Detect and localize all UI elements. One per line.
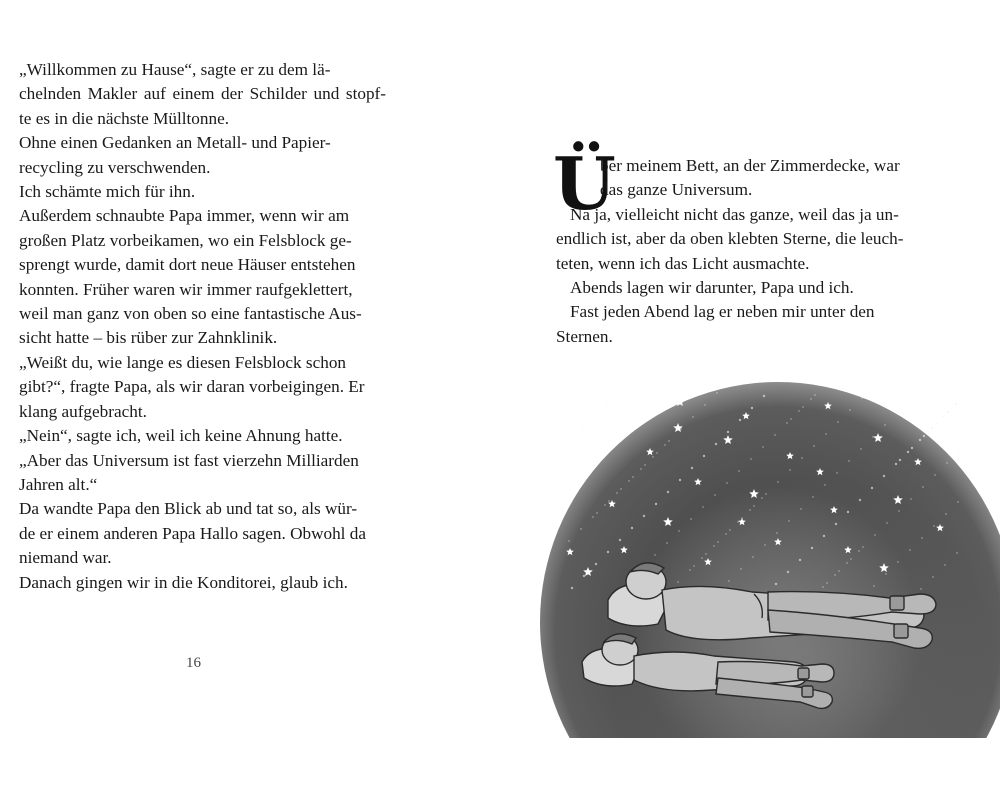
dust-dot (896, 412, 897, 413)
dust-dot (677, 581, 678, 582)
dust-dot (717, 541, 718, 542)
dust-dot (654, 554, 655, 555)
dust-dot (605, 453, 606, 454)
dust-dot (568, 540, 569, 541)
dust-dot (753, 505, 754, 506)
dust-dot (739, 419, 741, 421)
dust-dot (703, 455, 705, 457)
dust-dot (799, 559, 801, 561)
dust-dot (680, 428, 681, 429)
dust-dot (737, 521, 738, 522)
dust-dot (897, 561, 898, 562)
dust-dot (752, 556, 753, 557)
dust-dot (571, 587, 573, 589)
text-line: klang aufgebracht. (19, 401, 147, 421)
dust-dot (716, 392, 717, 393)
dust-dot (726, 482, 727, 483)
dust-dot (810, 398, 811, 399)
dust-dot (850, 558, 851, 559)
dust-dot (862, 546, 863, 547)
dust-dot (692, 416, 693, 417)
dust-dot (741, 517, 742, 518)
dust-dot (849, 409, 850, 410)
dust-dot (761, 497, 762, 498)
dust-dot (836, 472, 837, 473)
dust-dot (923, 435, 925, 437)
text-line: sicht hatte – bis rüber zur Zahnklinik. (19, 328, 278, 348)
text-line: „Weißt du, wie lange es diesen Felsblock schon (19, 352, 347, 372)
dust-dot (750, 458, 751, 459)
dust-dot (907, 451, 909, 453)
dust-dot (629, 429, 630, 430)
dust-dot (652, 456, 653, 457)
dust-dot (825, 433, 826, 434)
dust-dot (943, 415, 945, 417)
dust-dot (631, 527, 633, 529)
dust-dot (932, 576, 933, 577)
text-line: recycling zu verschwenden. (19, 157, 211, 177)
dust-dot (921, 537, 922, 538)
dust-dot (789, 469, 790, 470)
dust-dot (691, 467, 693, 469)
dust-dot (704, 404, 705, 405)
text-line: Sternen. (556, 326, 613, 346)
text-line: te es in die nächste Mülltonne. (19, 108, 230, 128)
dust-dot (838, 570, 839, 571)
dust-dot (812, 496, 813, 497)
dust-dot (958, 450, 959, 451)
dust-dot (667, 491, 669, 493)
text-line: konnten. Früher waren wir immer raufgeklettert, (19, 279, 353, 299)
dust-dot (608, 500, 609, 501)
dust-dot (594, 414, 595, 415)
text-line: Fast jeden Abend lag er neben mir unter den (570, 302, 875, 322)
dust-dot (898, 510, 899, 511)
dust-dot (790, 418, 791, 419)
text-line: endlich ist, aber da oben klebten Sterne, die leuch- (556, 229, 904, 249)
dust-dot (693, 565, 694, 566)
page-number: 16 (186, 655, 201, 671)
dust-dot (846, 562, 847, 563)
dust-dot (666, 542, 667, 543)
dust-dot (665, 393, 666, 394)
dust-dot (811, 547, 813, 549)
starry-sky-illustration (528, 372, 1000, 738)
dust-dot (569, 489, 570, 490)
dust-dot (607, 551, 609, 553)
dust-dot (824, 484, 825, 485)
dust-dot (616, 492, 617, 493)
dust-dot (955, 403, 957, 405)
text-line: großen Platz vorbeikamen, wo ein Felsblock ge- (19, 230, 352, 250)
dust-dot (885, 573, 886, 574)
dust-dot (933, 525, 934, 526)
dust-dot (775, 583, 777, 585)
dust-dot (861, 397, 862, 398)
dust-dot (715, 443, 717, 445)
dust-dot (920, 588, 921, 589)
dust-dot (595, 563, 597, 565)
text-line: Außerdem schnaubte Papa immer, wenn wir am (19, 206, 350, 226)
dust-dot (725, 533, 726, 534)
dust-dot (934, 474, 935, 475)
dust-dot (606, 402, 607, 403)
dust-dot (592, 516, 593, 517)
dust-dot (826, 582, 827, 583)
text-line: de er einem anderen Papa Hallo sagen. Obwohl da (19, 523, 366, 543)
dust-dot (883, 475, 885, 477)
dust-dot (814, 394, 815, 395)
text-line: sprengt wurde, damit dort neue Häuser entstehen (19, 255, 356, 275)
dust-dot (668, 440, 669, 441)
dust-dot (910, 498, 911, 499)
dust-dot (644, 464, 645, 465)
dust-dot (935, 423, 937, 425)
text-line: ber meinem Bett, an der Zimmerdecke, war (600, 156, 900, 175)
dust-dot (957, 501, 958, 502)
dust-dot (931, 427, 933, 429)
text-line: Da wandte Papa den Blick ab und tat so, als wür- (19, 499, 358, 519)
dust-dot (593, 465, 594, 466)
text-line: Abends lagen wir darunter, Papa und ich. (570, 278, 854, 298)
dust-dot (884, 424, 885, 425)
dust-dot (872, 436, 873, 437)
dust-dot (763, 395, 765, 397)
dust-dot (919, 439, 921, 441)
dust-dot (798, 410, 799, 411)
dust-dot (847, 511, 849, 513)
dust-dot (738, 470, 739, 471)
text-line: Na ja, vielleicht nicht das ganze, weil das ja un- (570, 204, 899, 224)
right-page-text (556, 154, 938, 349)
dust-dot (620, 488, 621, 489)
dust-dot (656, 452, 657, 453)
dust-dot (959, 399, 961, 401)
dust-dot (813, 445, 814, 446)
dust-dot (570, 438, 571, 439)
dust-dot (922, 486, 923, 487)
dust-dot (617, 441, 618, 442)
dust-dot (640, 468, 641, 469)
text-line: niemand war. (19, 548, 112, 568)
text-line: gibt?“, fragte Papa, als wir daran vorbeigingen. Er (19, 377, 365, 397)
text-line: das ganze Universum. (600, 180, 753, 200)
dust-dot (740, 568, 741, 569)
dust-dot (776, 532, 777, 533)
dust-dot (944, 564, 945, 565)
dust-dot (764, 544, 765, 545)
dust-dot (643, 515, 645, 517)
dust-dot (701, 557, 702, 558)
dust-dot (582, 426, 583, 427)
left-page-text (19, 58, 386, 595)
dust-dot (874, 534, 875, 535)
dust-dot (749, 509, 750, 510)
text-line: Danach gingen wir in die Konditorei, glaub ich. (19, 572, 348, 592)
dust-dot (848, 460, 849, 461)
dust-dot (802, 406, 803, 407)
dust-dot (777, 481, 778, 482)
dust-dot (899, 459, 901, 461)
text-line: teten, wenn ich das Licht ausmachte. (556, 253, 810, 273)
text-line: „Nein“, sagte ich, weil ich keine Ahnung hatte. (19, 426, 343, 446)
text-line: weil man ganz von oben so eine fantastische Aus- (19, 304, 362, 324)
dust-dot (911, 447, 913, 449)
dust-dot (774, 434, 775, 435)
dust-dot (859, 499, 861, 501)
dust-dot (835, 523, 837, 525)
dust-dot (945, 513, 946, 514)
dust-dot (678, 530, 679, 531)
dust-dot (946, 462, 947, 463)
dust-dot (679, 479, 681, 481)
dust-dot (834, 574, 835, 575)
dust-dot (822, 586, 823, 587)
text-line: Jahren alt.“ (19, 474, 98, 494)
dust-dot (786, 422, 787, 423)
dust-dot (873, 585, 874, 586)
text-line: Ich schämte mich für ihn. (19, 182, 196, 202)
dust-dot (762, 446, 763, 447)
dust-dot (705, 553, 706, 554)
dust-dot (751, 407, 753, 409)
dust-dot (641, 417, 642, 418)
dust-dot (823, 535, 825, 537)
dust-dot (567, 391, 569, 393)
dust-dot (714, 494, 715, 495)
dust-dot (702, 506, 703, 507)
text-line: Ohne einen Gedanken an Metall- und Papier- (19, 133, 331, 153)
dust-dot (729, 529, 730, 530)
dust-dot (628, 480, 629, 481)
dust-dot (653, 405, 654, 406)
dust-dot (886, 522, 887, 523)
starry-sky-image (528, 372, 1000, 738)
text-line: „Aber das Universum ist fast vierzehn Milliarden (19, 450, 359, 470)
dust-dot (664, 444, 665, 445)
dust-dot (800, 508, 801, 509)
dust-dot (728, 580, 729, 581)
dust-dot (596, 512, 597, 513)
dust-dot (895, 463, 897, 465)
dust-dot (727, 431, 729, 433)
dust-dot (871, 487, 873, 489)
dust-dot (908, 400, 909, 401)
dust-dot (801, 457, 802, 458)
dust-dot (765, 493, 766, 494)
dust-dot (583, 575, 585, 577)
dust-dot (956, 552, 957, 553)
dust-dot (788, 520, 789, 521)
dust-dot (689, 569, 690, 570)
dust-dot (860, 448, 861, 449)
dust-dot (619, 539, 621, 541)
dust-dot (581, 477, 582, 478)
dust-dot (580, 528, 581, 529)
dust-dot (632, 476, 633, 477)
dust-dot (909, 549, 910, 550)
text-line: chelnden Makler auf einem der Schilder und stopf- (19, 84, 386, 104)
text-line: „Willkommen zu Hause“, sagte er zu dem lä- (19, 60, 331, 79)
dust-dot (690, 518, 691, 519)
dust-dot (655, 503, 657, 505)
dropcap-letter: Ü (553, 141, 616, 226)
dust-dot (837, 421, 838, 422)
dust-dot (787, 571, 789, 573)
dust-dot (604, 504, 605, 505)
dust-dot (858, 550, 859, 551)
dust-dot (947, 411, 949, 413)
dust-dot (713, 545, 714, 546)
